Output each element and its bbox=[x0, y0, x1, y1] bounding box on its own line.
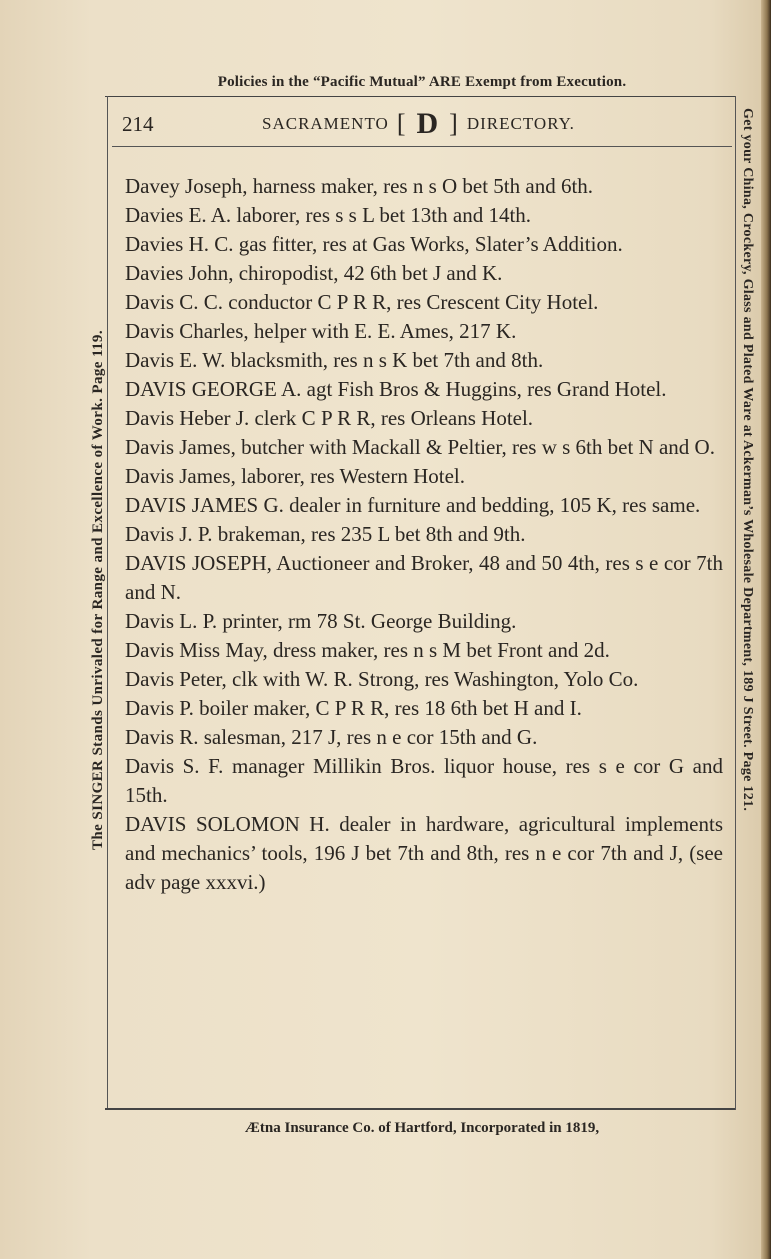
directory-entry: Davies John, chiropodist, 42 6th bet J and K. bbox=[125, 261, 503, 285]
directory-entry: Davis R. salesman, 217 J, res n e cor 15th and G. bbox=[125, 725, 538, 749]
directory-entry: Davis Heber J. clerk C P R R, res Orleans Hotel. bbox=[125, 406, 534, 430]
directory-entry: Davies H. C. gas fitter, res at Gas Works, Slater’s Addition. bbox=[125, 232, 623, 256]
directory-entry: Davis James, butcher with Mackall & Peltier, res w s 6th bet N and O. bbox=[125, 435, 715, 459]
running-head bbox=[262, 107, 575, 140]
directory-entry: DAVIS JAMES G. dealer in furniture and bedding, 105 K, res same. bbox=[125, 493, 701, 517]
running-head-letter: D bbox=[416, 107, 440, 140]
directory-entry: Davis P. boiler maker, C P R R, res 18 6th bet H and I. bbox=[125, 696, 582, 720]
directory-entry: Davis L. P. printer, rm 78 St. George Building. bbox=[125, 609, 517, 633]
directory-entry: Davis Charles, helper with E. E. Ames, 217 K. bbox=[125, 319, 517, 343]
directory-entry: Davis E. W. blacksmith, res n s K bet 7th and 8th. bbox=[125, 348, 544, 372]
running-head-city: SACRAMENTO bbox=[262, 114, 389, 133]
directory-entry: Davis James, laborer, res Western Hotel. bbox=[125, 464, 465, 488]
right-border-rule bbox=[735, 96, 736, 1110]
directory-entry: Davis Peter, clk with W. R. Strong, res Washington, Yolo Co. bbox=[125, 667, 639, 691]
bottom-rule bbox=[105, 1108, 735, 1110]
directory-entry: Davis Miss May, dress maker, res n s M bet Front and 2d. bbox=[125, 638, 610, 662]
bottom-advertisement: Ætna Insurance Co. of Hartford, Incorporated in 1819, bbox=[244, 1120, 600, 1136]
directory-entry: DAVIS GEORGE A. agt Fish Bros & Huggins, res Grand Hotel. bbox=[125, 377, 667, 401]
directory-entry: Davey Joseph, harness maker, res n s O bet 5th and 6th. bbox=[125, 174, 594, 198]
directory-entry: Davis J. P. brakeman, res 235 L bet 8th and 9th. bbox=[125, 522, 526, 546]
directory-entry: Davies E. A. laborer, res s s L bet 13th and 14th. bbox=[125, 203, 532, 227]
page-edge bbox=[761, 0, 771, 1259]
right-margin-advertisement: Get your China, Crockery, Glass and Plated Ware at Ackerman’s Wholesale Department, 189 J Street. Page 121. bbox=[740, 108, 755, 812]
directory-entry: DAVIS JOSEPH, Auctioneer and Broker, 48 and 50 4th, res s e cor 7th and N. bbox=[125, 551, 723, 604]
header-rule bbox=[112, 146, 732, 147]
directory-entry: DAVIS SOLOMON H. dealer in hardware, agricultural implements and mechanics’ tools, 196 J bet 7th and 8th, res n e cor 7th and J, (see adv page xxxvi.) bbox=[125, 812, 723, 894]
top-rule bbox=[105, 96, 735, 97]
running-head-bracket-close: ] bbox=[449, 109, 459, 138]
running-head-bracket-open: [ bbox=[396, 109, 407, 138]
left-margin-advertisement: The SINGER Stands Unrivaled for Range and Excellence of Work. Page 119. bbox=[90, 330, 106, 850]
directory-entry: Davis S. F. manager Millikin Bros. liquor house, res s e cor G and 15th. bbox=[125, 754, 723, 807]
running-head-title: DIRECTORY. bbox=[466, 114, 575, 133]
top-advertisement: Policies in the “Pacific Mutual” ARE Exempt from Execution. bbox=[217, 74, 627, 90]
directory-entry: Davis C. C. conductor C P R R, res Crescent City Hotel. bbox=[125, 290, 599, 314]
page-number: 214 bbox=[122, 112, 154, 136]
directory-entries bbox=[125, 172, 723, 897]
